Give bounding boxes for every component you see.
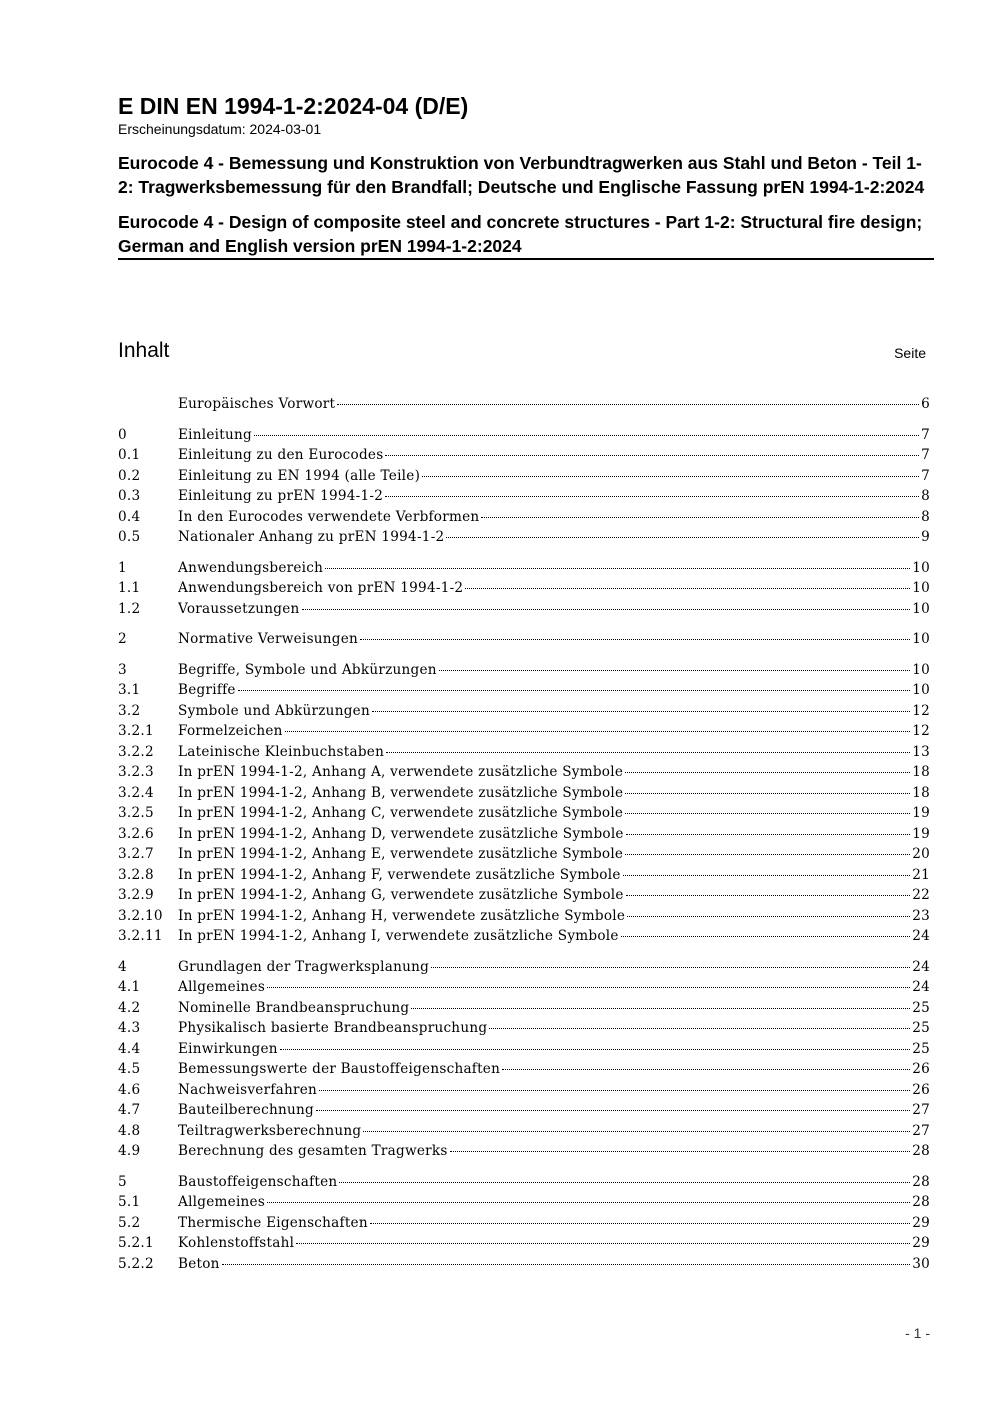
toc-dot-leader [431, 966, 910, 968]
toc-entry-title: Beton [178, 1255, 220, 1272]
toc-entry-page: 21 [912, 866, 930, 883]
toc-entry-number: 4.8 [118, 1122, 141, 1139]
toc-dot-leader [446, 536, 919, 538]
toc-entry-number: 3.2.8 [118, 866, 154, 883]
toc-title: Inhalt [118, 339, 170, 362]
toc-dot-leader [625, 792, 910, 794]
toc-entry-page: 29 [912, 1214, 930, 1231]
toc-entry-number: 4.2 [118, 999, 141, 1016]
toc-entry-title: In prEN 1994-1-2, Anhang B, verwendete zusätzliche Symbole [178, 784, 624, 801]
toc-dot-leader [360, 638, 910, 640]
toc-section-group [118, 1172, 930, 1275]
toc-dot-leader [337, 403, 919, 405]
toc-entry-page: 28 [912, 1194, 930, 1210]
toc-entry[interactable] [118, 977, 930, 998]
toc-dot-leader [502, 1068, 910, 1070]
toc-entry-title: Lateinische Kleinbuchstaben [178, 743, 385, 760]
toc-entry-page: 10 [912, 661, 930, 678]
toc-dot-leader [626, 894, 911, 896]
toc-entry[interactable] [118, 998, 930, 1019]
toc-entry-title: In prEN 1994-1-2, Anhang H, verwendete zusätzliche Symbole [178, 907, 626, 924]
toc-entry-title: Baustoffeigenschaften [178, 1173, 338, 1190]
toc-entry-title: Allgemeines [178, 979, 266, 995]
toc-dot-leader [411, 1007, 910, 1009]
toc-entry[interactable] [118, 486, 930, 507]
toc-dot-leader [325, 567, 910, 569]
toc-dot-leader [386, 751, 910, 753]
toc-section-group [118, 957, 930, 1162]
toc-dot-leader [422, 475, 919, 477]
toc-entry[interactable] [118, 742, 930, 763]
toc-entry-number: 3.2.7 [118, 846, 154, 862]
toc-entry-title: In prEN 1994-1-2, Anhang C, verwendete zusätzliche Symbole [178, 805, 624, 821]
toc-entry-title: Anwendungsbereich [178, 559, 324, 576]
toc-entry[interactable] [118, 1080, 930, 1101]
toc-entry-page: 7 [921, 426, 930, 443]
toc-entry-page: 24 [912, 979, 930, 995]
toc-entry-title: Einleitung [178, 426, 252, 443]
toc-dot-leader [385, 495, 919, 497]
toc-entry[interactable] [118, 680, 930, 701]
toc-entry-number: 1.2 [118, 600, 141, 617]
toc-entry-number: 1.1 [118, 580, 141, 596]
toc-entry-number: 4.7 [118, 1102, 141, 1118]
toc-entry-title: Einleitung zu den Eurocodes [178, 447, 384, 463]
toc-entry-page: 27 [912, 1102, 930, 1118]
toc-entry-number: 3.2.5 [118, 805, 154, 821]
toc-entry-number: 4.5 [118, 1061, 141, 1077]
toc-entry-title: In den Eurocodes verwendete Verbformen [178, 508, 480, 525]
toc-entry[interactable] [118, 844, 930, 865]
toc-entry-number: 3.2.9 [118, 887, 154, 903]
toc-dot-leader [254, 434, 919, 436]
toc-heading [118, 338, 926, 364]
toc-entry[interactable] [118, 1141, 930, 1162]
toc-entry-page: 12 [912, 702, 930, 719]
toc-section-group [118, 394, 930, 415]
toc-entry[interactable] [118, 721, 930, 742]
toc-entry-title: Einleitung zu prEN 1994-1-2 [178, 488, 384, 504]
toc-entry[interactable] [118, 803, 930, 824]
toc-entry-title: Nominelle Brandbeanspruchung [178, 999, 410, 1016]
toc-entry[interactable] [118, 527, 930, 548]
toc-entry-title: Nationaler Anhang zu prEN 1994-1-2 [178, 529, 445, 545]
toc-section-group [118, 425, 930, 548]
toc-entry[interactable] [118, 507, 930, 528]
toc-entry-page: 27 [912, 1122, 930, 1139]
toc-entry-number: 4.3 [118, 1020, 141, 1036]
toc-entry-number: 3.2.2 [118, 743, 154, 760]
toc-entry-page: 12 [912, 723, 930, 739]
toc-entry-title: Allgemeines [178, 1194, 266, 1210]
toc-entry[interactable] [118, 1039, 930, 1060]
toc-entry[interactable] [118, 394, 930, 415]
toc-entry[interactable] [118, 1100, 930, 1121]
toc-dot-leader [267, 986, 910, 988]
toc-entry[interactable] [118, 1192, 930, 1213]
toc-entry-page: 18 [912, 784, 930, 801]
toc-entry-page: 28 [912, 1143, 930, 1159]
toc-entry-title: Voraussetzungen [178, 600, 300, 617]
toc-dot-leader [627, 915, 910, 917]
toc-entry[interactable] [118, 466, 930, 487]
toc-page-label: Seite [894, 345, 926, 361]
toc-entry-number: 2 [118, 631, 127, 647]
toc-entry[interactable] [118, 558, 930, 579]
toc-entry-title: In prEN 1994-1-2, Anhang I, verwendete zusätzliche Symbole [178, 928, 619, 944]
toc-entry-title: Symbole und Abkürzungen [178, 702, 370, 719]
toc-entry[interactable] [118, 1233, 930, 1254]
toc-entry-page: 10 [912, 580, 930, 596]
page-number: - 1 - [905, 1325, 930, 1341]
toc-entry-number: 5.1 [118, 1194, 141, 1210]
toc-entry-page: 22 [912, 887, 930, 903]
toc-entry-title: Formelzeichen [178, 723, 283, 739]
toc-entry-title: Nachweisverfahren [178, 1081, 318, 1098]
toc-dot-leader [489, 1027, 910, 1029]
toc-entry[interactable] [118, 824, 930, 845]
toc-entry-title: Einleitung zu EN 1994 (alle Teile) [178, 467, 421, 484]
toc-entry-title: Begriffe, Symbole und Abkürzungen [178, 661, 437, 678]
toc-entry-title: In prEN 1994-1-2, Anhang G, verwendete zusätzliche Symbole [178, 887, 624, 903]
toc-entry[interactable] [118, 865, 930, 886]
toc-entry-number: 4.6 [118, 1081, 141, 1098]
toc-entry-page: 18 [912, 764, 930, 780]
toc-entry-page: 8 [921, 488, 930, 504]
toc-section-group [118, 558, 930, 620]
toc-entry-number: 4.9 [118, 1143, 141, 1159]
toc-entry-title: Kohlenstoffstahl [178, 1235, 295, 1251]
toc-entry-number: 3.1 [118, 682, 141, 698]
toc-entry[interactable] [118, 578, 930, 599]
publication-date: Erscheinungsdatum: 2024-03-01 [118, 121, 322, 137]
toc-entry-number: 0.1 [118, 447, 141, 463]
toc-entry-number: 5 [118, 1173, 127, 1190]
toc-entry-number: 3 [118, 661, 127, 678]
toc-entry-title: Grundlagen der Tragwerksplanung [178, 958, 430, 975]
toc-entry-title: Thermische Eigenschaften [178, 1214, 368, 1231]
toc-dot-leader [296, 1242, 910, 1244]
toc-entry-title: Bauteilberechnung [178, 1102, 314, 1118]
toc-entry-page: 26 [912, 1081, 930, 1098]
toc-entry-page: 8 [921, 508, 930, 525]
title-german: Eurocode 4 - Bemessung und Konstruktion von Verbundtragwerken aus Stahl und Beton - Teil 1-2: Tragwerksbemessung für den Brandfall; Deutsche und Englische Fassung prEN 1994-1-2:2024 [118, 153, 925, 197]
toc-entry-title: Bemessungswerte der Baustoffeigenschaften [178, 1061, 501, 1077]
toc-dot-leader [626, 833, 910, 835]
toc-entry-number: 3.2.11 [118, 928, 163, 944]
toc-entry-number: 3.2.6 [118, 825, 154, 842]
toc-entry[interactable] [118, 1059, 930, 1080]
toc-dot-leader [623, 874, 911, 876]
toc-entry-title: In prEN 1994-1-2, Anhang F, verwendete zusätzliche Symbole [178, 866, 621, 883]
toc-entry-title: Anwendungsbereich von prEN 1994-1-2 [178, 580, 464, 596]
toc-dot-leader [465, 587, 910, 589]
toc-dot-leader [222, 1263, 911, 1265]
toc-entry-number: 3.2.1 [118, 723, 154, 739]
toc-entry-page: 28 [912, 1173, 930, 1190]
toc-entry[interactable] [118, 926, 930, 947]
toc-entry[interactable] [118, 957, 930, 978]
toc-section-group [118, 629, 930, 650]
toc-entry-page: 20 [912, 846, 930, 862]
toc-entry-number: 0.2 [118, 467, 141, 484]
toc-entry-number: 5.2.2 [118, 1255, 154, 1272]
toc-entry-page: 25 [912, 1020, 930, 1036]
toc-entry-page: 25 [912, 999, 930, 1016]
toc-dot-leader [625, 771, 910, 773]
toc-dot-leader [481, 516, 919, 518]
toc-dot-leader [302, 608, 911, 610]
toc-dot-leader [267, 1201, 910, 1203]
toc-entry-title: In prEN 1994-1-2, Anhang D, verwendete zusätzliche Symbole [178, 825, 624, 842]
toc-entry-number: 0.5 [118, 529, 141, 545]
toc-entry-title: Teiltragwerksberechnung [178, 1122, 362, 1139]
toc-entry-title: Physikalisch basierte Brandbeanspruchung [178, 1020, 488, 1036]
toc-entry-page: 24 [912, 928, 930, 944]
toc-entry[interactable] [118, 885, 930, 906]
toc-dot-leader [625, 853, 910, 855]
title-english: Eurocode 4 - Design of composite steel and concrete structures - Part 1-2: Structural fire design; German and English version prEN 1994-1-2:2024 [118, 211, 934, 260]
toc-dot-leader [363, 1130, 910, 1132]
toc-entry[interactable] [118, 783, 930, 804]
toc-entry-number: 3.2.3 [118, 764, 154, 780]
toc-entry[interactable] [118, 660, 930, 681]
toc-dot-leader [285, 730, 911, 732]
toc-dot-leader [370, 1222, 910, 1224]
toc-entry-number: 4.1 [118, 979, 141, 995]
toc-entry-page: 7 [921, 467, 930, 484]
toc-entry-number: 5.2.1 [118, 1235, 154, 1251]
toc-entry-page: 10 [912, 682, 930, 698]
toc-entry[interactable] [118, 762, 930, 783]
toc-entry-number: 0.4 [118, 508, 141, 525]
toc-entry-title: Europäisches Vorwort [178, 396, 336, 412]
toc-entry-title: Einwirkungen [178, 1040, 278, 1057]
toc-entry-page: 19 [912, 805, 930, 821]
toc-entry-page: 30 [912, 1255, 930, 1272]
toc-entry-number: 5.2 [118, 1214, 141, 1231]
toc-dot-leader [439, 669, 910, 671]
toc-dot-leader [372, 710, 910, 712]
toc-entry[interactable] [118, 599, 930, 620]
toc-entry[interactable] [118, 701, 930, 722]
toc-entry[interactable] [118, 1254, 930, 1275]
toc-entry-number: 3.2.10 [118, 907, 163, 924]
toc-entry-page: 10 [912, 600, 930, 617]
toc-entry-page: 26 [912, 1061, 930, 1077]
toc-entry-page: 7 [921, 447, 930, 463]
toc-entry-page: 19 [912, 825, 930, 842]
toc-entry-page: 10 [912, 559, 930, 576]
toc-entry[interactable] [118, 1018, 930, 1039]
toc-entry-number: 0.3 [118, 488, 141, 504]
toc-entry-title: In prEN 1994-1-2, Anhang A, verwendete zusätzliche Symbole [178, 764, 624, 780]
toc-entry-number: 3.2.4 [118, 784, 154, 801]
toc-entry-number: 4.4 [118, 1040, 141, 1057]
toc-entry-number: 0 [118, 426, 127, 443]
toc-entry-page: 25 [912, 1040, 930, 1057]
toc-entry[interactable] [118, 445, 930, 466]
toc-entry[interactable] [118, 1121, 930, 1142]
toc-entry-title: Begriffe [178, 682, 236, 698]
toc-entry-number: 1 [118, 559, 127, 576]
toc-entry-number: 3.2 [118, 702, 141, 719]
toc-entry-page: 24 [912, 958, 930, 975]
toc-entry[interactable] [118, 425, 930, 446]
toc-entry[interactable] [118, 1213, 930, 1234]
toc-dot-leader [280, 1048, 910, 1050]
toc-entry-number: 4 [118, 958, 127, 975]
toc-dot-leader [238, 689, 910, 691]
toc-entry[interactable] [118, 1172, 930, 1193]
document-id: E DIN EN 1994-1-2:2024-04 (D/E) [118, 93, 469, 119]
toc-dot-leader [450, 1150, 911, 1152]
toc-dot-leader [385, 454, 919, 456]
table-of-contents [118, 394, 930, 1284]
toc-entry-page: 9 [921, 529, 930, 545]
toc-entry[interactable] [118, 906, 930, 927]
toc-section-group [118, 660, 930, 947]
toc-dot-leader [319, 1089, 910, 1091]
toc-dot-leader [316, 1109, 910, 1111]
document-header [118, 92, 934, 260]
toc-entry[interactable] [118, 629, 930, 650]
toc-dot-leader [625, 812, 910, 814]
toc-entry-page: 23 [912, 907, 930, 924]
toc-entry-title: Normative Verweisungen [178, 631, 359, 647]
toc-entry-page: 29 [912, 1235, 930, 1251]
toc-dot-leader [339, 1181, 910, 1183]
toc-entry-page: 13 [912, 743, 930, 760]
toc-entry-page: 6 [921, 396, 930, 412]
toc-entry-title: Berechnung des gesamten Tragwerks [178, 1143, 448, 1159]
toc-dot-leader [621, 935, 911, 937]
toc-entry-title: In prEN 1994-1-2, Anhang E, verwendete zusätzliche Symbole [178, 846, 624, 862]
toc-entry-page: 10 [912, 631, 930, 647]
